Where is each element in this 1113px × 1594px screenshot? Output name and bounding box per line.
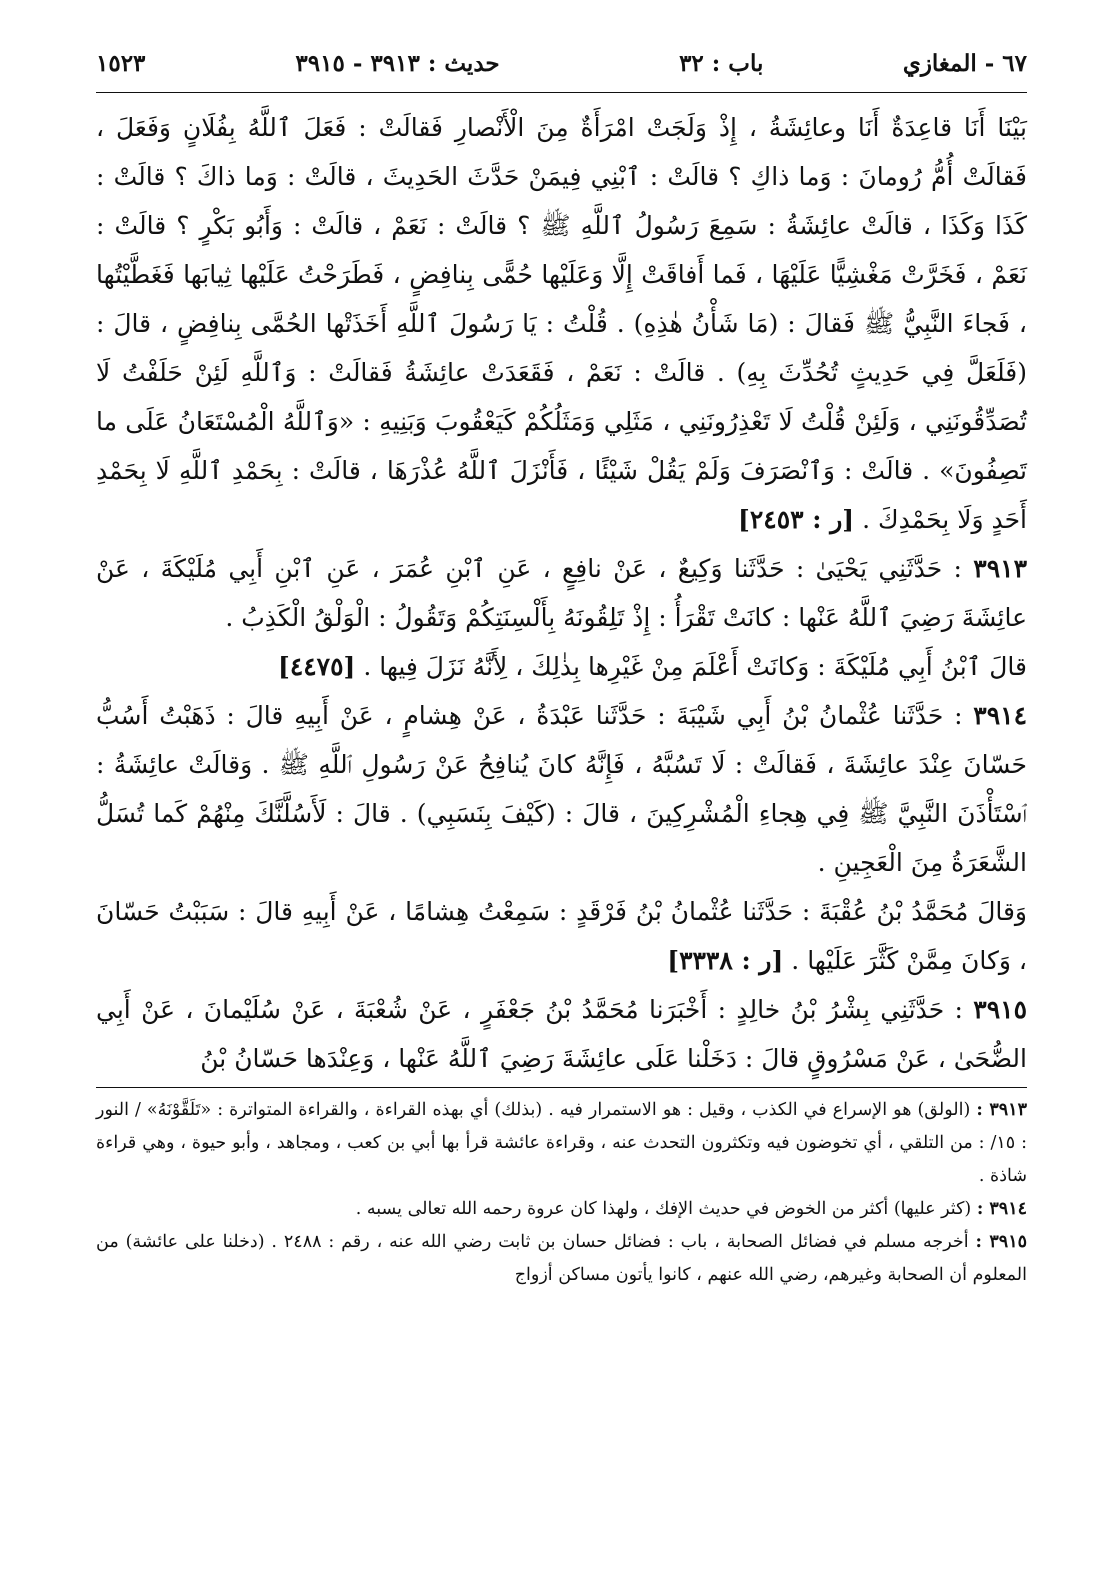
footnote-text: (كثر عليها) أكثر من الخوض في حديث الإفك ، ولهذا كان عروة رحمه الله تعالى يسبه . xyxy=(355,1199,972,1219)
hadith-text: : حَدَّثَنِي بِشْرُ بْنُ خالِدٍ : أَخْبَرَنا مُحَمَّدُ بْنُ جَعْفَرٍ ، عَنْ شُعْبَةَ ، عَنْ سُلَيْمانَ ، عَنْ أَبِي الضُّحَىٰ ، عَنْ مَسْرُوقٍ قالَ : دَخَلْنا عَلَى عائِشَةَ رَضِيَ ٱللَّهُ عَنْها ، وَعِنْدَها حَسّانُ بْنُ xyxy=(96,995,1027,1073)
footnote-number: ٣٩١٥ : xyxy=(975,1232,1027,1252)
footnote-3915 xyxy=(96,1226,1027,1292)
comment-text: قالَ ٱبْنُ أَبِي مُلَيْكَةَ : وَكانَتْ أَعْلَمَ مِنْ غَيْرِها بِذٰلِكَ ، لِأَنَّهُ نَزَلَ فِيها . xyxy=(363,652,1027,681)
cross-reference: [ر : ٢٤٥٣] xyxy=(738,505,855,534)
section-title: ٦٧ - المغازي xyxy=(902,49,1027,77)
chain-text: وَقالَ مُحَمَّدُ بْنُ عُقْبَةَ : حَدَّثَنا عُثْمانُ بْنُ فَرْقَدٍ : سَمِعْتُ هِشامًا ، عَنْ أَبِيهِ قالَ : سَبَبْتُ حَسّانَ ، وَكانَ مِمَّنْ كَثَّرَ عَلَيْها . xyxy=(96,897,1027,975)
footnotes xyxy=(96,1094,1027,1292)
hadith-3913-comment xyxy=(96,642,1027,691)
main-text xyxy=(96,103,1027,1083)
cross-reference: [ر : ٣٣٣٨] xyxy=(667,946,784,975)
hadith-text: : حَدَّثَنِي يَحْيَىٰ : حَدَّثَنا وَكِيعٌ ، عَنْ نافِعٍ ، عَنِ ٱبْنِ عُمَرَ ، عَنِ ٱبْنِ أَبِي مُلَيْكَةَ ، عَنْ عائِشَةَ رَضِيَ ٱللَّهُ عَنْها : كانَتْ تَقْرَأُ : إِذْ تَلِقُونَهُ بِأَلْسِنَتِكُمْ وَتَقُولُ : الْوَلْقُ الْكَذِبُ . xyxy=(96,554,1027,632)
chapter-number: باب : ٣٢ xyxy=(679,49,764,77)
hadith-number: ٣٩١٥ xyxy=(973,995,1027,1024)
hadith-3914 xyxy=(96,691,1027,887)
footnote-divider xyxy=(96,1087,1027,1088)
header-divider xyxy=(96,92,1027,93)
footnote-3913 xyxy=(96,1094,1027,1193)
page-number: ١٥٢٣ xyxy=(96,49,146,77)
hadith-range: حديث : ٣٩١٣ - ٣٩١٥ xyxy=(295,49,500,77)
footnote-number: ٣٩١٣ : xyxy=(976,1100,1027,1120)
footnote-text: (الولق) هو الإسراع في الكذب ، وقيل : هو الاستمرار فيه . (بذلك) أي بهذه القراءة ، والقراءة المتواترة : «تَلَقَّوْنَهُ» / النور : ١٥/ : من التلقي ، أي تخوضون فيه وتكثرون التحدث عنه ، وقراءة عائشة قرأ بها أبي بن كعب ، ومجاهد ، وأبو حيوة ، وهي قراءة شاذة . xyxy=(96,1100,1027,1186)
footnote-text: أخرجه مسلم في فضائل الصحابة ، باب : فضائل حسان بن ثابت رضي الله عنه ، رقم : ٢٤٨٨ . (دخلنا على عائشة) من المعلوم أن الصحابة وغيرهم، رضي الله عنهم ، كانوا يأتون مساكن أزواج xyxy=(96,1232,1027,1285)
hadith-3914-chain xyxy=(96,887,1027,985)
footnote-number: ٣٩١٤ : xyxy=(976,1199,1027,1219)
hadith-number: ٣٩١٤ xyxy=(973,701,1027,730)
cross-reference: [٤٤٧٥] xyxy=(277,652,356,681)
hadith-number: ٣٩١٣ xyxy=(973,554,1028,583)
footnote-3914 xyxy=(96,1193,1027,1226)
narration-paragraph xyxy=(96,103,1027,544)
hadith-3913 xyxy=(96,544,1027,642)
narration-text: بَيْنَا أَنَا قاعِدَةٌ أَنَا وعائِشَةُ ، إِذْ وَلَجَتْ امْرَأَةٌ مِنَ الْأَنْصارِ فَقالَتْ : فَعَلَ ٱللَّهُ بِفُلَانٍ وَفَعَلَ ، فَقالَتْ أُمُّ رُومانَ : وَما ذاكِ ؟ قالَتْ : ٱبْنِي فِيمَنْ حَدَّثَ الحَدِيثَ ، قالَتْ : وَما ذاكَ ؟ قالَتْ : كَذَا وَكَذَا ، قالَتْ عائِشَةُ : سَمِعَ رَسُولُ ٱللَّهِ ﷺ ؟ قالَتْ : نَعَمْ ، قالَتْ : وَأَبُو بَكْرٍ ؟ قالَتْ : نَعَمْ ، فَخَرَّتْ مَغْشِيًّا عَلَيْهَا ، فَما أَفاقَتْ إِلَّا وَعَلَيْها حُمًّى بِنافِضٍ ، فَطَرَحْتُ عَلَيْها ثِيابَها فَغَطَّيْتُها ، فَجاءَ النَّبِيُّ ﷺ فَقالَ : (مَا شَأْنُ هٰذِهِ) . قُلْتُ : يَا رَسُولَ ٱللَّهِ أَخَذَتْها الحُمَّى بِنافِضٍ ، قالَ : (فَلَعَلَّ فِي حَدِيثٍ تُحُدِّثَ بِهِ) . قالَتْ : نَعَمْ ، فَقَعَدَتْ عائِشَةُ فَقالَتْ : وَٱللَّهِ لَئِنْ حَلَفْتُ لَا تُصَدِّقُونَنِي ، وَلَئِنْ قُلْتُ لَا تَعْذِرُونَنِي ، مَثَلِي وَمَثَلُكُمْ كَيَعْقُوبَ وَبَنِيهِ : «وَٱللَّهُ الْمُسْتَعَانُ عَلَى ما تَصِفُونَ» . قالَتْ : وَٱنْصَرَفَ وَلَمْ يَقُلْ شَيْئًا ، فَأَنْزَلَ ٱللَّهُ عُذْرَهَا ، قالَتْ : بِحَمْدِ ٱللَّهِ لَا بِحَمْدِ أَحَدٍ وَلَا بِحَمْدِكَ . xyxy=(96,113,1027,534)
hadith-text: : حَدَّثَنا عُثْمانُ بْنُ أَبِي شَيْبَةَ : حَدَّثَنا عَبْدَةُ ، عَنْ هِشامٍ ، عَنْ أَبِيهِ قالَ : ذَهَبْتُ أَسُبُّ حَسّانَ عِنْدَ عائِشَةَ ، فَقالَتْ : لَا تَسُبَّهُ ، فَإِنَّهُ كانَ يُنافِحُ عَنْ رَسُولِ ٱللَّهِ ﷺ . وَقالَتْ عائِشَةُ : ٱسْتَأْذَنَ النَّبِيَّ ﷺ فِي هِجاءِ الْمُشْرِكِينَ ، قالَ : (كَيْفَ بِنَسَبِي) . قالَ : لَأَسُلَّنَّكَ مِنْهُمْ كَما تُسَلُّ الشَّعَرَةُ مِنَ الْعَجِينِ . xyxy=(96,701,1027,877)
running-header xyxy=(96,40,1027,86)
hadith-3915 xyxy=(96,985,1027,1083)
